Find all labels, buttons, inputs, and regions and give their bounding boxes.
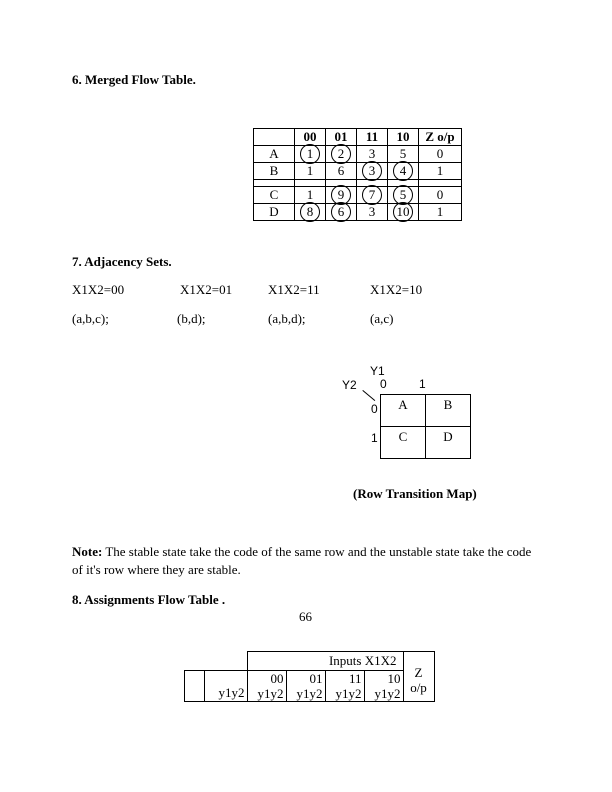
assignments-flow-table: [184, 651, 435, 702]
table-row: [254, 163, 462, 180]
table-cell: [357, 187, 388, 204]
row-label: B: [254, 163, 295, 180]
row-label: D: [254, 204, 295, 221]
adjacency-label-01: X1X2=01: [180, 282, 233, 297]
map-caption: (Row Transition Map): [353, 486, 477, 501]
state-value: 2: [337, 146, 345, 161]
col-header-11: [325, 671, 364, 702]
table-header-row: [254, 129, 462, 146]
map-row: [381, 427, 471, 459]
output-cell: 0: [419, 146, 462, 163]
col-sub: y1y2: [374, 686, 401, 701]
state-value: 3: [368, 163, 376, 178]
table-row: [254, 187, 462, 204]
output-cell: 1: [419, 163, 462, 180]
col-sub: y1y2: [296, 686, 323, 701]
adjacency-label-10: X1X2=10: [370, 282, 423, 297]
col-code: 00: [270, 671, 284, 686]
state-value: 4: [399, 163, 407, 178]
table-cell: [388, 163, 419, 180]
note-label: Note:: [72, 544, 103, 559]
row-value-1: 1: [371, 431, 378, 445]
y1-label: Y1: [370, 364, 385, 378]
stable-state-circle: [362, 185, 382, 205]
table-cell: 6: [326, 163, 357, 180]
row-value-0: 0: [371, 402, 378, 416]
y2-label: Y2: [342, 378, 357, 392]
table-cell: [295, 146, 326, 163]
header-cell: 10: [388, 129, 419, 146]
state-value: 8: [306, 204, 314, 219]
col-sub: y1y2: [335, 686, 362, 701]
output-cell: 1: [419, 204, 462, 221]
table-cell: [388, 187, 419, 204]
section-8-heading: 8. Assignments Flow Table .: [72, 592, 226, 607]
table-spacer-row: [254, 180, 462, 187]
stable-state-circle: [362, 161, 382, 181]
adjacency-set-01: (b,d);: [177, 311, 206, 326]
header-cell: Z o/p: [419, 129, 462, 146]
table-cell: [357, 163, 388, 180]
header-cell: 00: [295, 129, 326, 146]
section-7-heading: 7. Adjacency Sets.: [72, 254, 172, 269]
page-number: 66: [299, 609, 312, 624]
table-cell: 5: [388, 146, 419, 163]
stable-state-circle: [300, 202, 320, 222]
state-value: 6: [337, 204, 345, 219]
state-value: 5: [399, 187, 407, 202]
col-code: 10: [387, 671, 401, 686]
col-code: 01: [309, 671, 323, 686]
stable-state-circle: [300, 144, 320, 164]
stable-state-circle: [393, 202, 413, 222]
table-cell: [388, 204, 419, 221]
note-text: The stable state take the code of the same row and the unstable state take the code of it's row where they are stable.: [72, 544, 532, 577]
note-paragraph: [72, 543, 542, 579]
map-diagonal-line: [362, 390, 375, 401]
col-sub: y1y2: [257, 686, 284, 701]
map-row: [381, 395, 471, 427]
output-cell: 0: [419, 187, 462, 204]
section-6-heading: 6. Merged Flow Table.: [72, 72, 196, 87]
header-cell: [254, 129, 295, 146]
state-value: 7: [368, 187, 376, 202]
z-output-text: Z o/p: [410, 664, 427, 695]
col-header-00: [247, 671, 286, 702]
state-value: 1: [306, 146, 314, 161]
table-header-row: [185, 652, 435, 671]
state-value: 10: [396, 204, 410, 219]
col-code: 11: [348, 671, 362, 686]
row-label: A: [254, 146, 295, 163]
blank-cell: [185, 671, 205, 702]
z-output-header: [403, 652, 434, 702]
adjacency-set-00: (a,b,c);: [72, 311, 109, 326]
stable-state-circle: [393, 161, 413, 181]
row-transition-map: [380, 394, 471, 459]
stable-state-circle: [331, 144, 351, 164]
header-cell: 11: [357, 129, 388, 146]
col-value-0: 0: [380, 377, 387, 391]
table-cell: [295, 204, 326, 221]
table-subheader-row: [185, 671, 435, 702]
inputs-header: Inputs X1X2: [247, 652, 403, 671]
adjacency-set-11: (a,b,d);: [268, 311, 306, 326]
first-col-header: y1y2: [205, 671, 248, 702]
table-cell: 1: [295, 163, 326, 180]
table-cell: [326, 204, 357, 221]
map-cell: A: [381, 395, 426, 427]
header-cell: 01: [326, 129, 357, 146]
col-value-1: 1: [419, 377, 426, 391]
map-cell: D: [426, 427, 471, 459]
adjacency-label-11: X1X2=11: [268, 282, 320, 297]
stable-state-circle: [331, 202, 351, 222]
table-cell: [326, 187, 357, 204]
adjacency-set-10: (a,c): [370, 311, 394, 326]
col-header-01: [286, 671, 325, 702]
row-label: C: [254, 187, 295, 204]
table-cell: 3: [357, 204, 388, 221]
table-cell: 3: [357, 146, 388, 163]
map-cell: C: [381, 427, 426, 459]
table-row: [254, 204, 462, 221]
merged-flow-table: [253, 128, 462, 221]
col-header-10: [364, 671, 403, 702]
table-cell: [326, 146, 357, 163]
adjacency-label-00: X1X2=00: [72, 282, 125, 297]
map-cell: B: [426, 395, 471, 427]
table-row: [254, 146, 462, 163]
table-cell: 1: [295, 187, 326, 204]
state-value: 9: [337, 187, 345, 202]
